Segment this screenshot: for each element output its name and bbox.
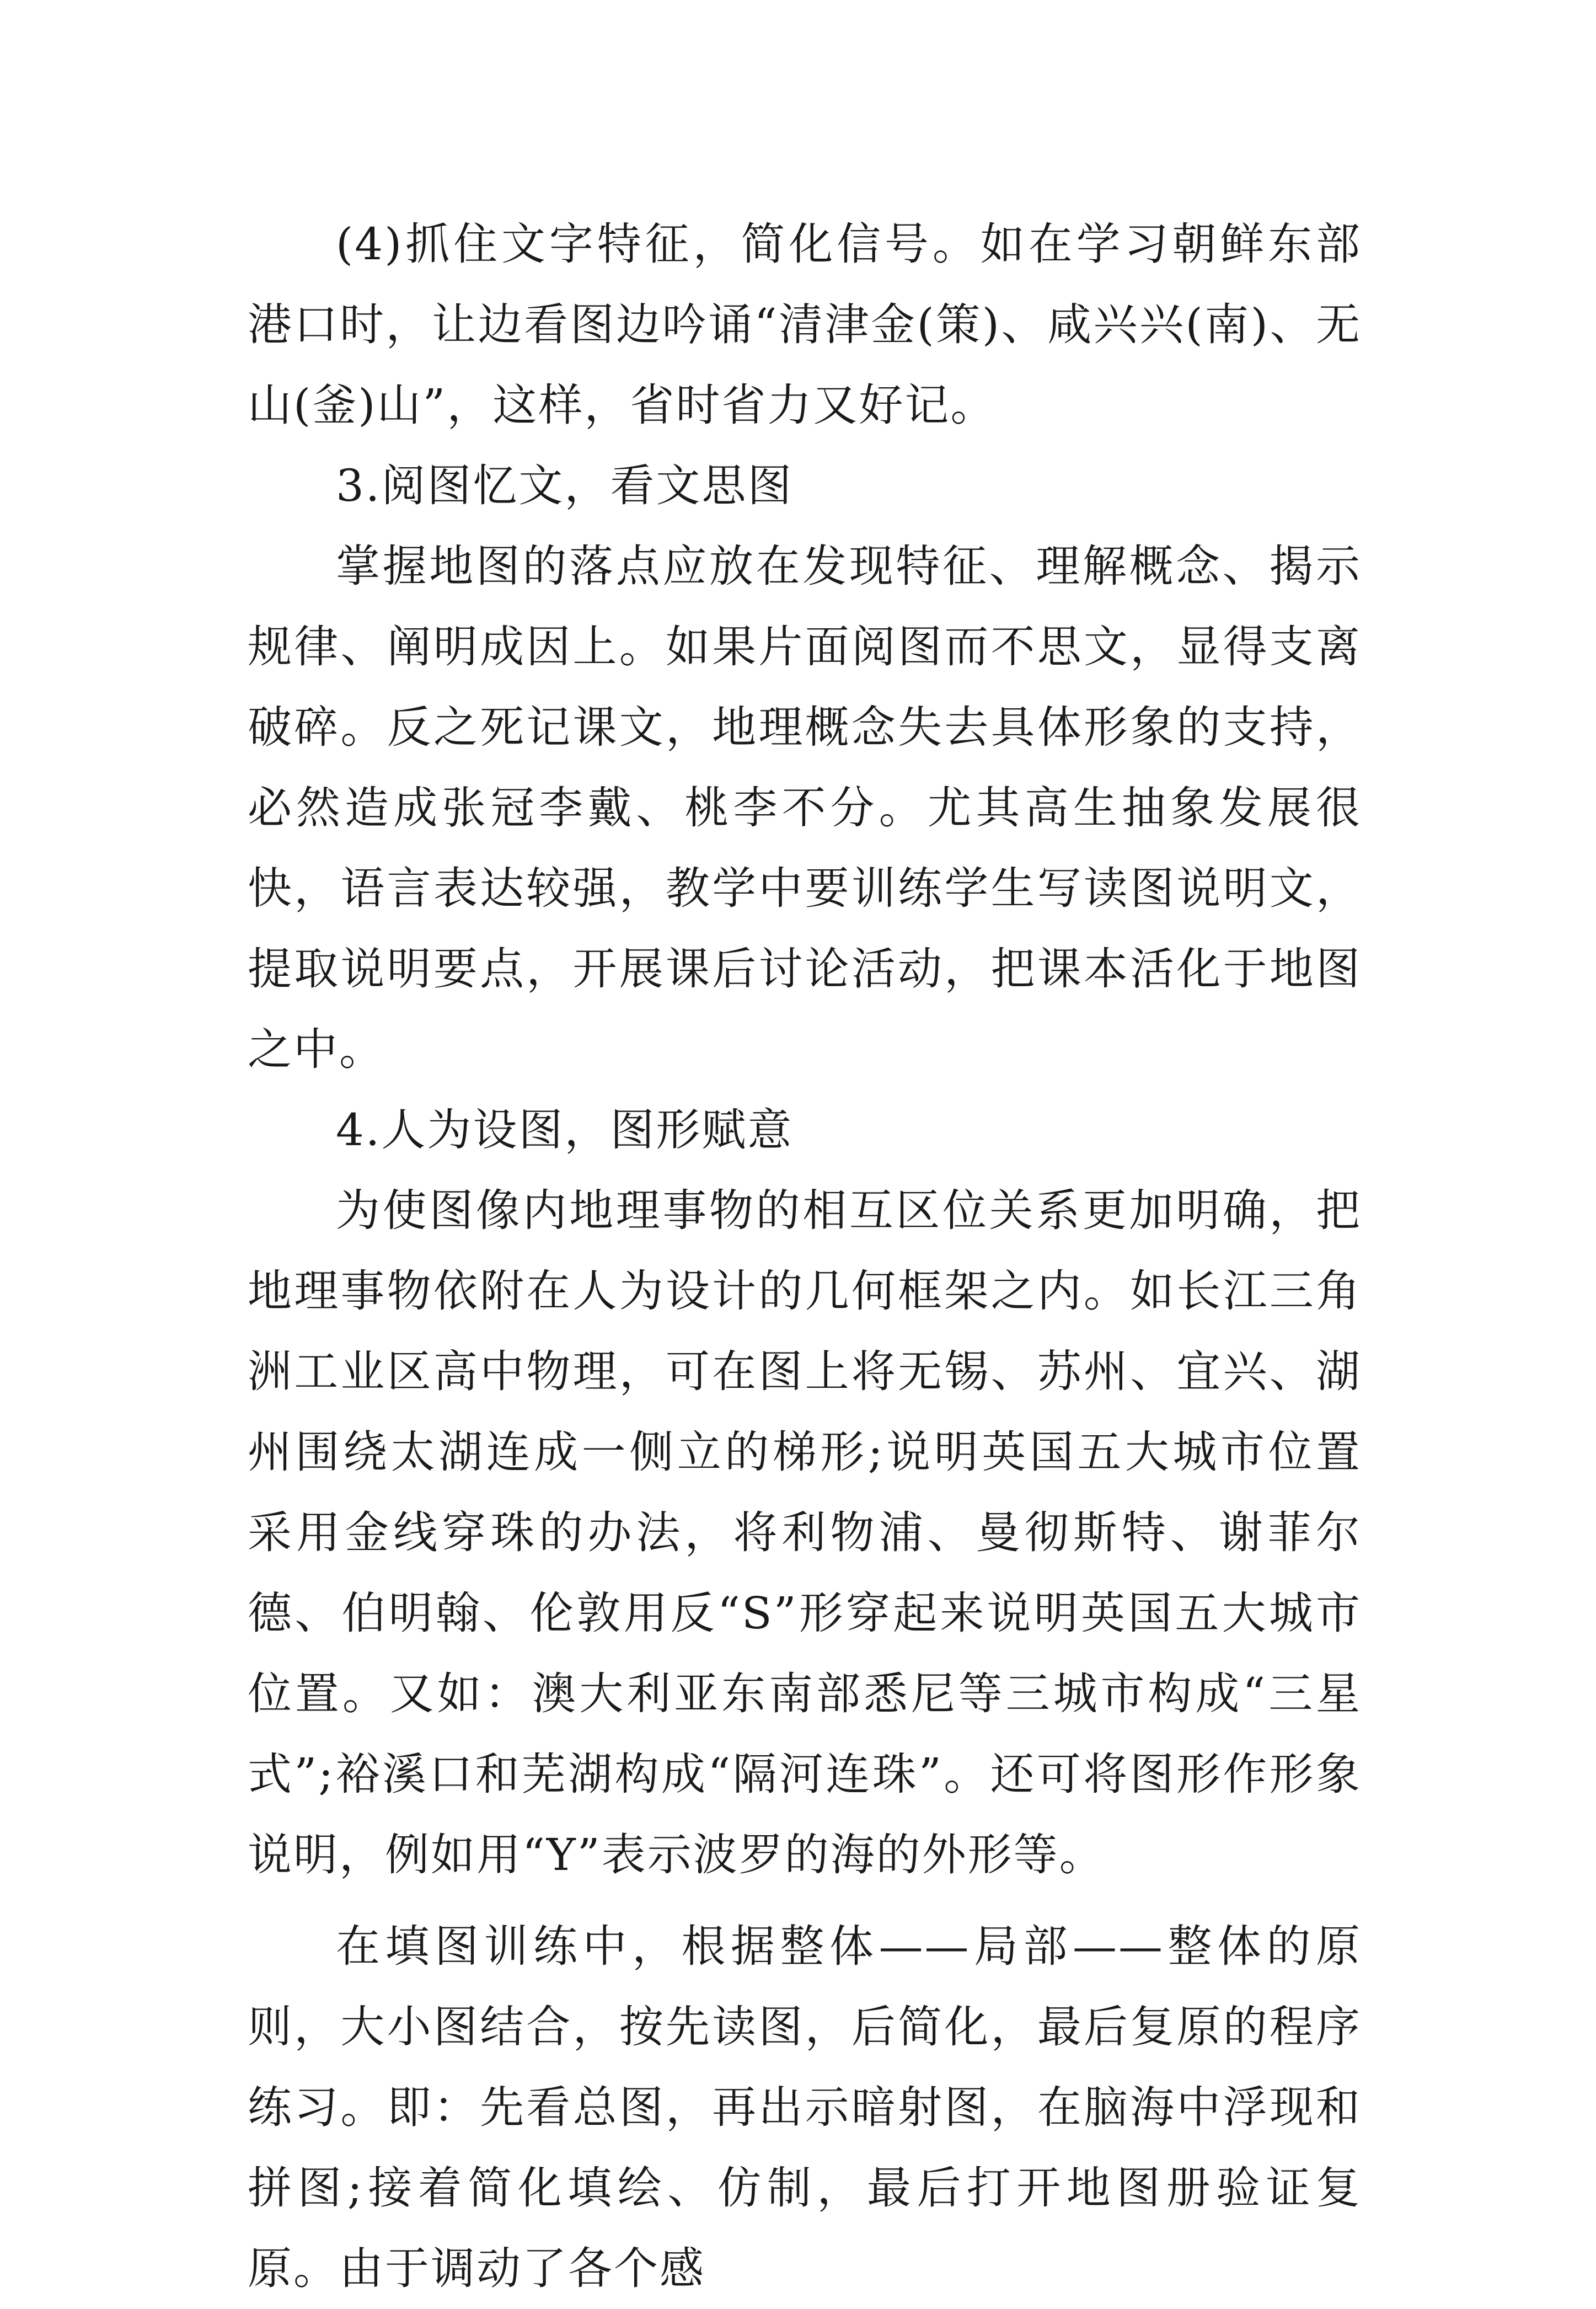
paragraph-spacer (248, 1895, 1362, 1906)
paragraph-geometric-frames: 为使图像内地理事物的相互区位关系更加明确，把地理事物依附在人为设计的几何框架之内。如长江三角洲工业区高中物理，可在图上将无锡、苏州、宜兴、湖州围绕太湖连成一侧立的梯形;说明英国五大城市位置采用金线穿珠的办法，将利物浦、曼彻斯特、谢菲尔德、伯明翰、伦敦用反“S”形穿起来说明英国五大城市位置。又如：澳大利亚东南部悉尼等三城市构成“三星式”;裕溪口和芜湖构成“隔河连珠”。还可将图形作形象说明，例如用“Y”表示波罗的海的外形等。 (248, 1185, 1362, 1880)
section-heading-3: 3.阅图忆文，看文思图 (336, 460, 794, 511)
paragraph-map-reading: 掌握地图的落点应放在发现特征、理解概念、揭示规律、阐明成因上。如果片面阅图而不思文，显得支离破碎。反之死记课文，地理概念失去具体形象的支持，必然造成张冠李戴、桃李不分。尤其高生抽象发展很快，语言表达较强，教学中要训练学生写读图说明文，提取说明要点，开展课后讨论活动，把课本活化于地图之中。 (248, 541, 1362, 1075)
section-heading-4: 4.人为设图，图形赋意 (336, 1104, 794, 1156)
document-body (248, 204, 1362, 2309)
paragraph-fill-map-training: 在填图训练中，根据整体——局部——整体的原则，大小图结合，按先读图，后简化，最后复原的程序练习。即：先看总图，再出示暗射图，在脑海中浮现和拼图;接着简化填绘、仿制，最后打开地图册验证复原。由于调动了各个感 (248, 1921, 1362, 2294)
paragraph-simplify-signals: (4)抓住文字特征，简化信号。如在学习朝鲜东部港口时，让边看图边吟诵“清津金(策)、咸兴兴(南)、无山(釜)山”，这样，省时省力又好记。 (248, 218, 1362, 431)
